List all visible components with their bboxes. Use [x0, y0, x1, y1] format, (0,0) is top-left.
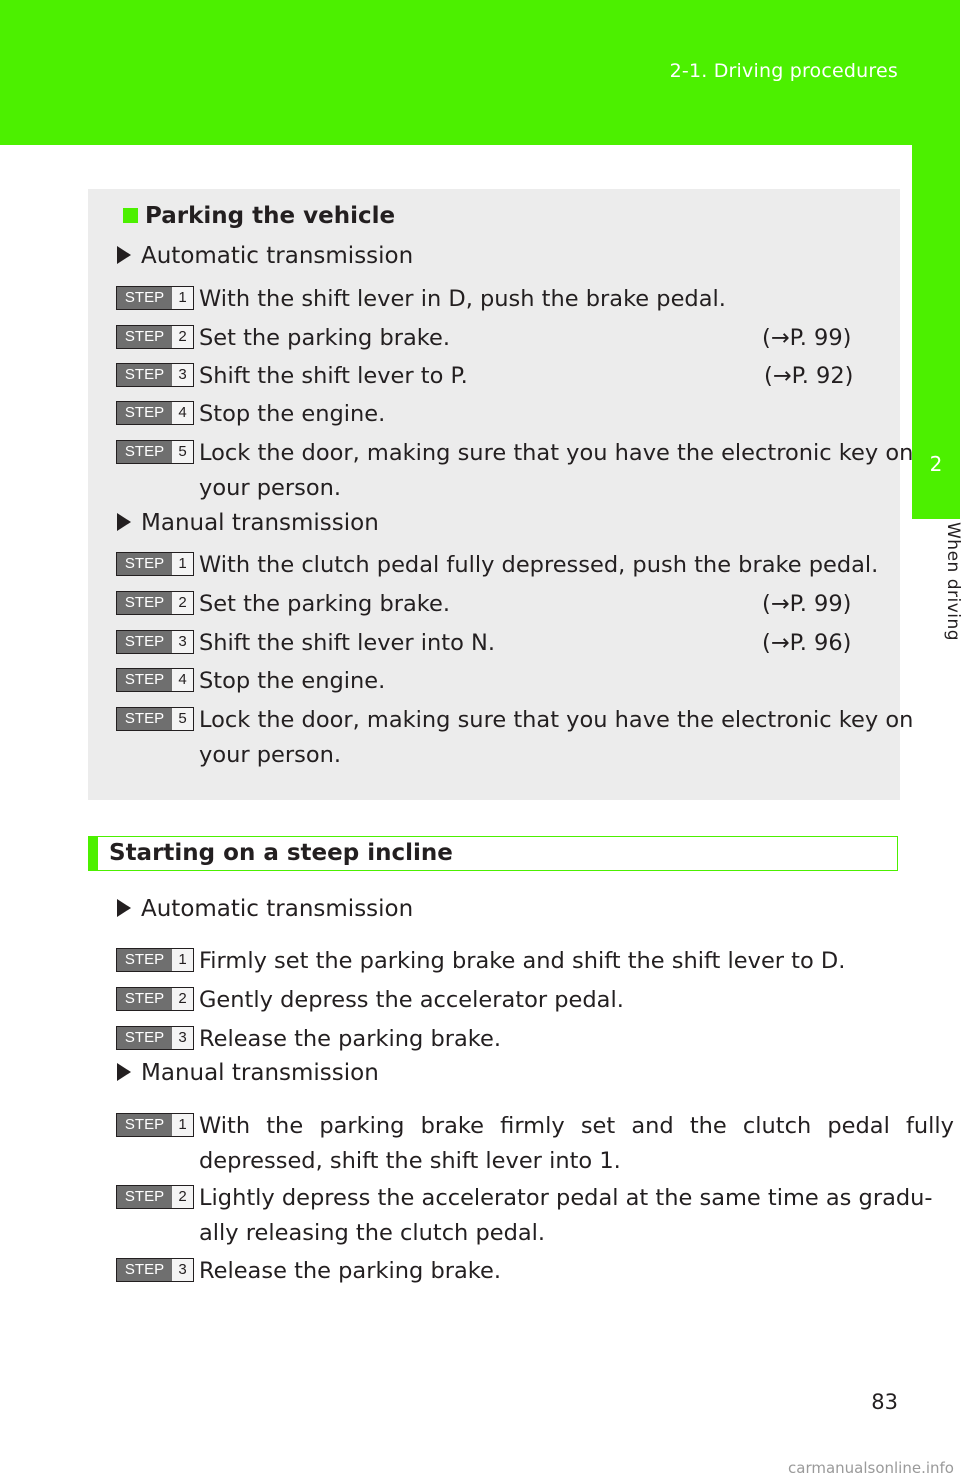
- step-badge-label: STEP: [117, 1259, 172, 1281]
- triangle-arrow-icon: [117, 513, 131, 531]
- step-text: Lightly depress the accelerator pedal at the same time as gradu-: [199, 1185, 933, 1211]
- step-badge-number: 5: [178, 443, 187, 460]
- step-text: Release the parking brake.: [199, 1026, 501, 1052]
- step-text-continued: ally releasing the clutch pedal.: [199, 1220, 546, 1246]
- step-text: Set the parking brake.: [199, 591, 451, 617]
- watermark: carmanualsonline.info: [788, 1459, 954, 1477]
- step-badge: [116, 286, 194, 310]
- parking-manual-label: [117, 510, 379, 536]
- step-badge: [116, 948, 194, 972]
- step-text: Gently depress the accelerator pedal.: [199, 987, 624, 1013]
- step-badge-number: 1: [178, 1116, 187, 1133]
- step-text: With the shift lever in D, push the brake pedal.: [199, 286, 726, 312]
- step-badge-label: STEP: [117, 441, 172, 463]
- step-text: Lock the door, making sure that you have the electronic key on: [199, 440, 914, 466]
- step-badge-number: 1: [178, 555, 187, 572]
- step-text-continued: depressed, shift the shift lever into 1.: [199, 1148, 621, 1174]
- step-text: With the parking brake firmly set and the clutch pedal fully: [199, 1113, 955, 1139]
- section-title: 2-1. Driving procedures: [669, 60, 898, 82]
- chapter-label: When driving: [943, 522, 963, 642]
- step-badge-number: 1: [178, 289, 187, 306]
- step-badge-label: STEP: [117, 708, 172, 730]
- parking-heading: [123, 203, 395, 229]
- step-badge-label: STEP: [117, 949, 172, 971]
- step-badge-label: STEP: [117, 988, 172, 1010]
- step-badge: [116, 591, 194, 615]
- step-text: Shift the shift lever into N.: [199, 630, 495, 656]
- parking-heading-text: Parking the vehicle: [145, 203, 396, 229]
- triangle-arrow-icon: [117, 246, 131, 264]
- step-badge: [116, 1185, 194, 1209]
- step-badge: [116, 325, 194, 349]
- step-text: Set the parking brake.: [199, 325, 451, 351]
- step-badge: [116, 363, 194, 387]
- step-text: Release the parking brake.: [199, 1258, 501, 1284]
- step-badge: [116, 1258, 194, 1282]
- step-badge-number: 4: [178, 671, 187, 688]
- step-badge-number: 1: [178, 951, 187, 968]
- page-reference: (→P. 99): [762, 591, 852, 617]
- step-badge-number: 3: [178, 1261, 187, 1278]
- square-bullet-icon: [123, 208, 138, 223]
- step-badge: [116, 668, 194, 692]
- step-badge-number: 3: [178, 1029, 187, 1046]
- step-badge-number: 3: [178, 633, 187, 650]
- step-text-continued: your person.: [199, 742, 342, 768]
- incline-manual-label: [117, 1060, 379, 1086]
- step-badge-label: STEP: [117, 287, 172, 309]
- step-badge-label: STEP: [117, 553, 172, 575]
- step-badge: [116, 987, 194, 1011]
- section-accent: [89, 837, 98, 870]
- step-badge-label: STEP: [117, 631, 172, 653]
- step-badge-number: 4: [178, 404, 187, 421]
- page-number: 83: [871, 1390, 898, 1414]
- incline-auto-label: [117, 896, 413, 922]
- step-badge-label: STEP: [117, 326, 172, 348]
- step-text: Firmly set the parking brake and shift the shift lever to D.: [199, 948, 846, 974]
- step-badge-number: 3: [178, 366, 187, 383]
- step-badge: [116, 630, 194, 654]
- section-heading: Starting on a steep incline: [109, 840, 453, 866]
- step-badge-label: STEP: [117, 402, 172, 424]
- step-badge-number: 5: [178, 710, 187, 727]
- step-badge-label: STEP: [117, 364, 172, 386]
- step-badge-label: STEP: [117, 1114, 172, 1136]
- step-badge: [116, 707, 194, 731]
- step-text: Lock the door, making sure that you have the electronic key on: [199, 707, 914, 733]
- incline-auto-label-text: Automatic transmission: [141, 896, 414, 922]
- triangle-arrow-icon: [117, 899, 131, 917]
- parking-auto-label: [117, 243, 413, 269]
- step-text-continued: your person.: [199, 475, 342, 501]
- step-badge-label: STEP: [117, 669, 172, 691]
- page-reference: (→P. 96): [762, 630, 852, 656]
- step-badge-number: 2: [178, 1188, 187, 1205]
- step-text: With the clutch pedal fully depressed, push the brake pedal.: [199, 552, 879, 578]
- page-reference: (→P. 92): [764, 363, 854, 389]
- step-badge-label: STEP: [117, 1186, 172, 1208]
- step-badge: [116, 552, 194, 576]
- incline-manual-label-text: Manual transmission: [141, 1060, 379, 1086]
- step-text: Stop the engine.: [199, 668, 386, 694]
- step-badge: [116, 440, 194, 464]
- step-badge: [116, 401, 194, 425]
- parking-auto-label-text: Automatic transmission: [141, 243, 414, 269]
- page-reference: (→P. 99): [762, 325, 852, 351]
- step-badge-label: STEP: [117, 592, 172, 614]
- step-badge-number: 2: [178, 990, 187, 1007]
- step-badge-number: 2: [178, 594, 187, 611]
- chapter-number: 2: [929, 452, 943, 476]
- step-text: Shift the shift lever to P.: [199, 363, 468, 389]
- step-badge: [116, 1026, 194, 1050]
- step-badge-number: 2: [178, 328, 187, 345]
- step-badge: [116, 1113, 194, 1137]
- parking-manual-label-text: Manual transmission: [141, 510, 379, 536]
- triangle-arrow-icon: [117, 1063, 131, 1081]
- section-heading-bar: [88, 836, 898, 871]
- step-badge-label: STEP: [117, 1027, 172, 1049]
- step-text: Stop the engine.: [199, 401, 386, 427]
